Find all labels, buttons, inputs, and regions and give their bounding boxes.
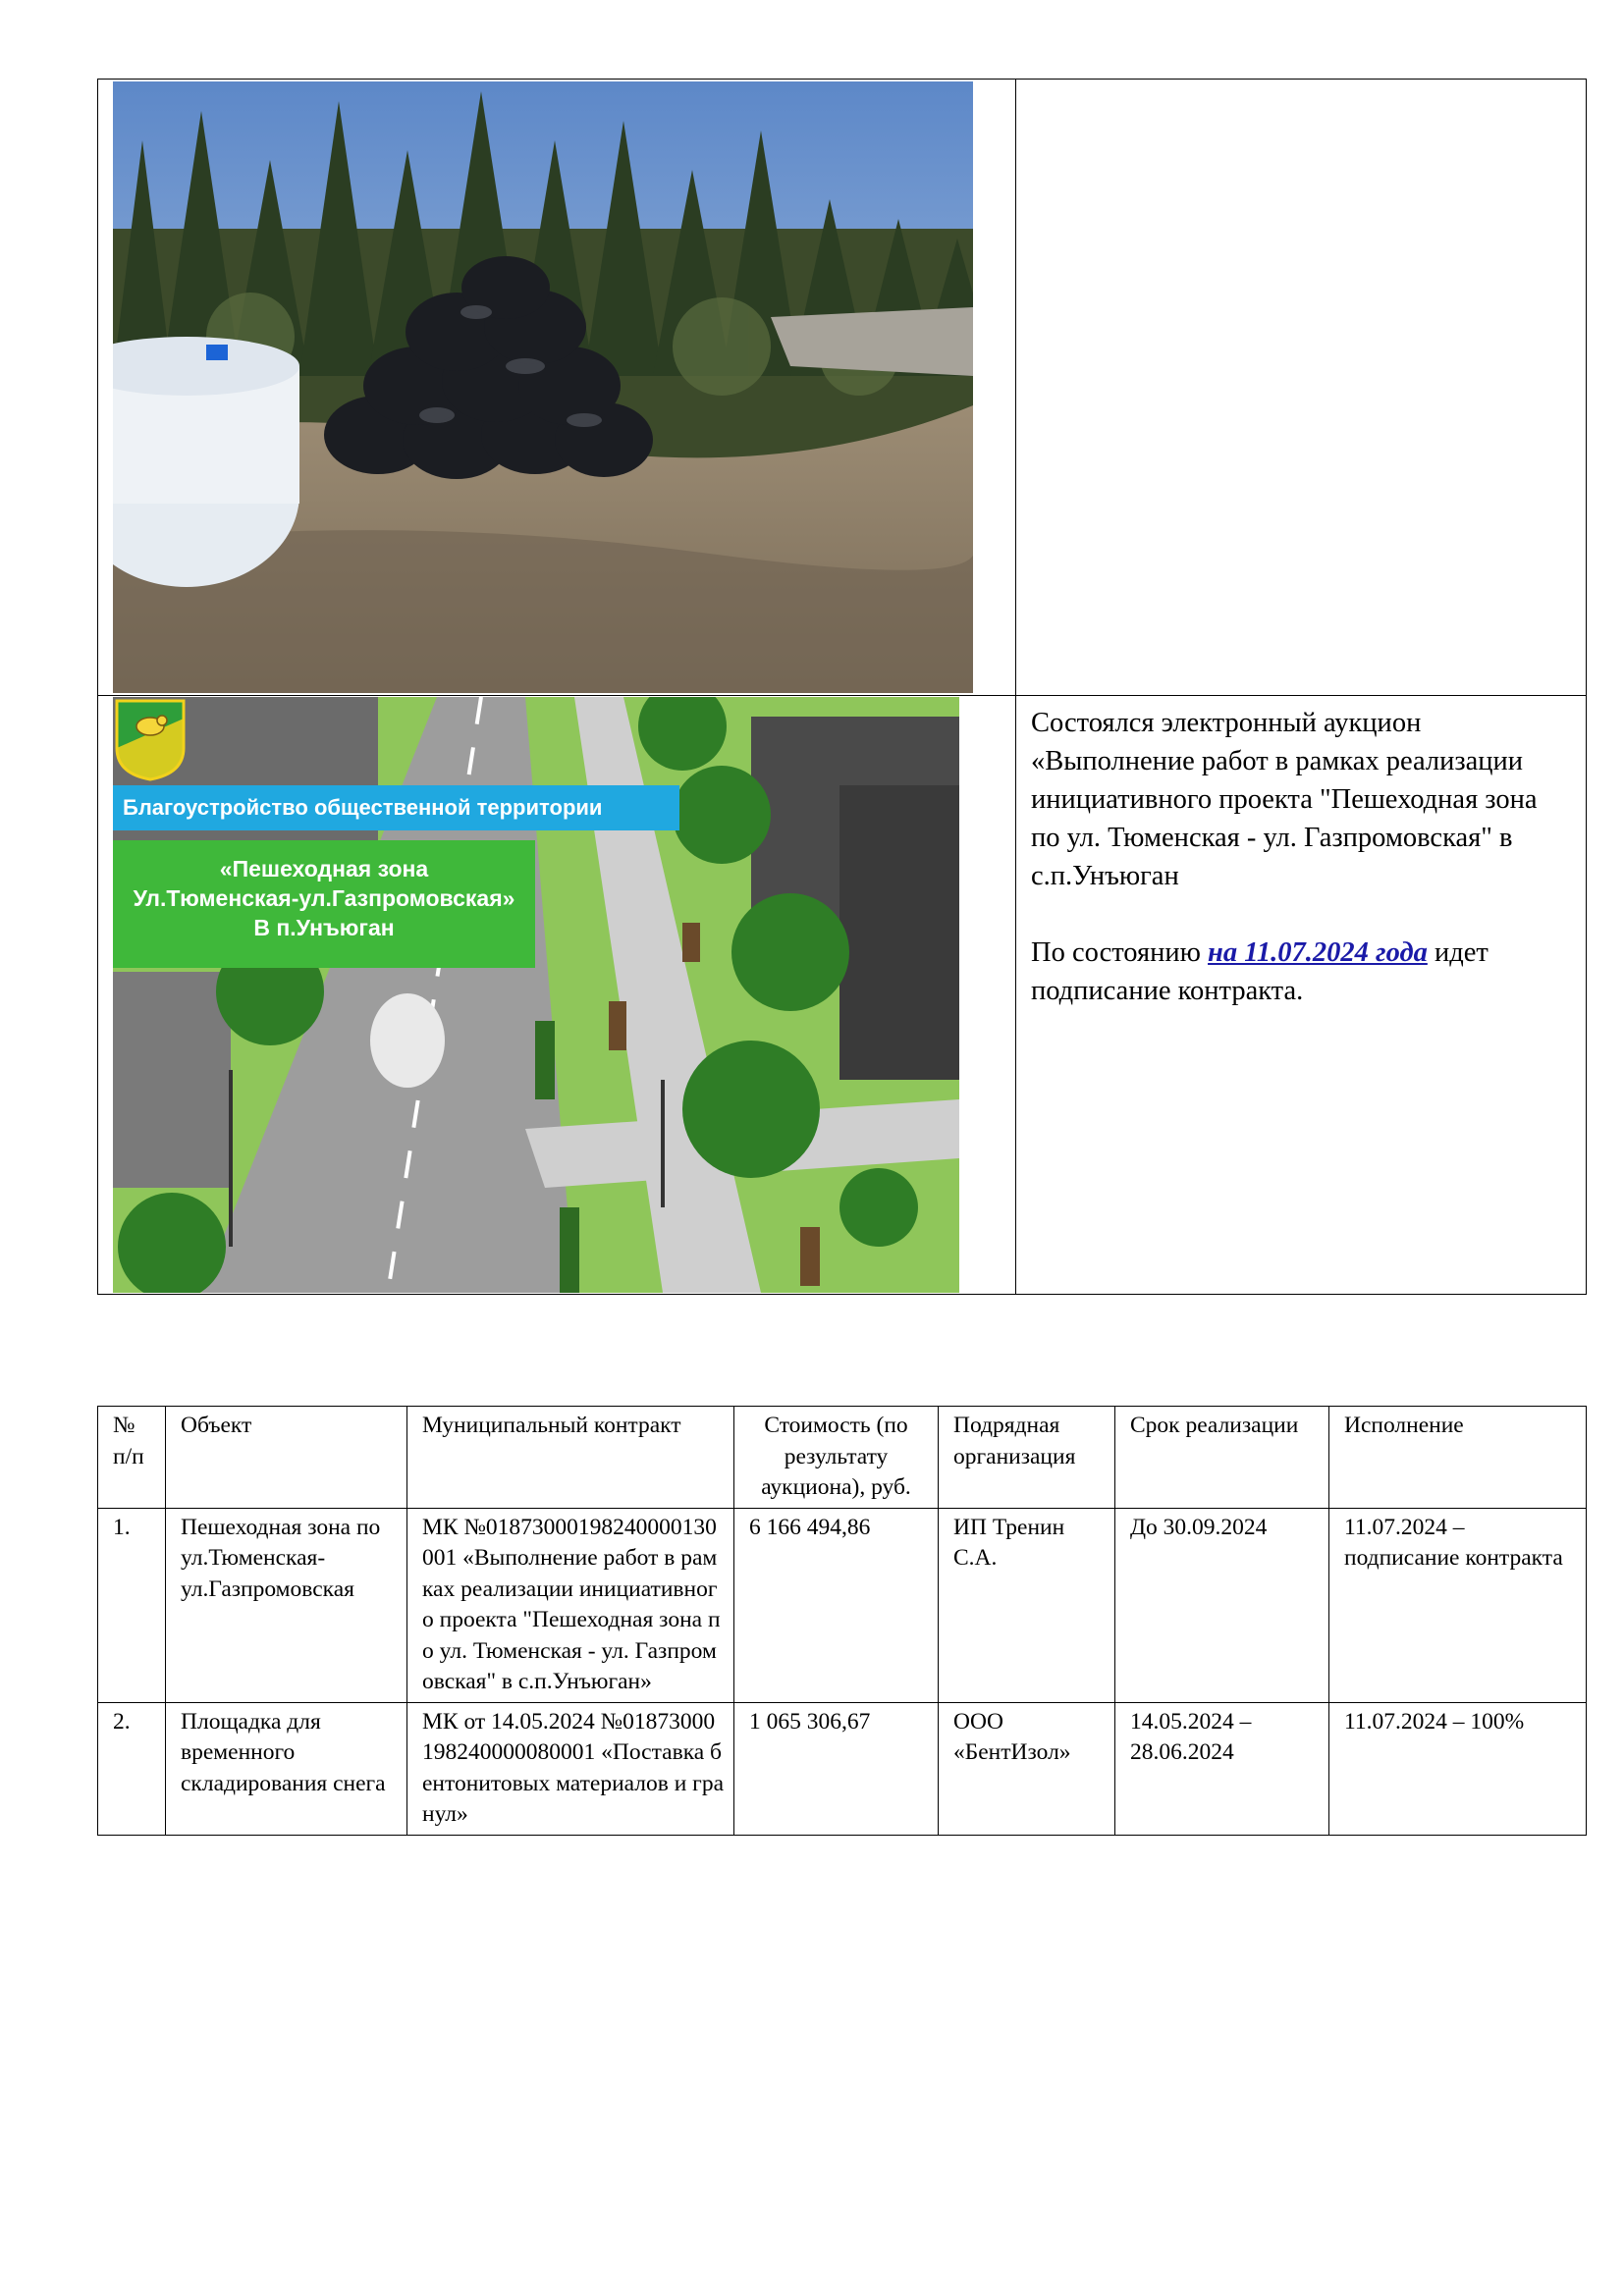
render-banner-line2: Ул.Тюменская-ул.Газпромовская» [133, 885, 515, 911]
row-contractor: ИП Тренин С.А. [939, 1508, 1115, 1702]
render-banner-title: Благоустройство общественной территории [113, 785, 679, 830]
table-row [98, 1702, 1587, 1835]
site-photo-comment-cell [1016, 80, 1587, 696]
status-prefix: По состоянию [1031, 937, 1209, 968]
table-header-row [98, 1407, 1587, 1509]
status-date-link[interactable]: на 11.07.2024 года [1208, 937, 1428, 968]
status-suffix: идет подписание контракта. [1031, 937, 1489, 1006]
row-object: Пешеходная зона по ул.Тюменская-ул.Газпромовская [166, 1508, 407, 1702]
status-paragraph [1031, 934, 1572, 1010]
header-cost: Стоимость (по результату аукциона), руб. [734, 1407, 939, 1509]
row-num: 2. [98, 1702, 166, 1835]
contracts-table [97, 1406, 1587, 1836]
project-render-cell [98, 696, 1016, 1295]
header-execution: Исполнение [1329, 1407, 1587, 1509]
row-num: 1. [98, 1508, 166, 1702]
row-contractor: ООО «БентИзол» [939, 1702, 1115, 1835]
row-term: До 30.09.2024 [1115, 1508, 1329, 1702]
municipal-emblem-icon [115, 699, 186, 781]
render-banner-box [113, 840, 535, 968]
auction-paragraph: Состоялся электронный аукцион «Выполнение работ в рамках реализации инициативного проекта "Пешеходная зона по ул. Тюменская - ул. Газпромовская" в с.п.Унъюган [1031, 708, 1538, 891]
row-object: Площадка для временного складирования снега [166, 1702, 407, 1835]
site-photo [113, 81, 973, 693]
row-execution: 11.07.2024 – 100% [1329, 1702, 1587, 1835]
row-contract: МК от 14.05.2024 №01873000198240000080001 «Поставка бентонитовых материалов и гранул» [407, 1702, 734, 1835]
row-execution: 11.07.2024 – подписание контракта [1329, 1508, 1587, 1702]
header-object: Объект [166, 1407, 407, 1509]
row-contract: МК №01873000198240000130001 «Выполнение работ в рамках реализации инициативного проекта "Пешеходная зона по ул. Тюменская - ул. Газпромовская" в с.п.Унъюган» [407, 1508, 734, 1702]
site-photo-cell [98, 80, 1016, 696]
render-banner-line1: «Пешеходная зона [219, 856, 429, 881]
header-num: № п/п [98, 1407, 166, 1509]
project-render-image [113, 697, 959, 1293]
table-row [98, 1508, 1587, 1702]
render-banner-line3: В п.Унъюган [253, 915, 395, 940]
header-term: Срок реализации [1115, 1407, 1329, 1509]
auction-status-cell [1016, 696, 1587, 1295]
header-contract: Муниципальный контракт [407, 1407, 734, 1509]
photo-report-table [97, 79, 1587, 1295]
row-term: 14.05.2024 – 28.06.2024 [1115, 1702, 1329, 1835]
row-cost: 1 065 306,67 [734, 1702, 939, 1835]
header-contractor: Подрядная организация [939, 1407, 1115, 1509]
row-cost: 6 166 494,86 [734, 1508, 939, 1702]
